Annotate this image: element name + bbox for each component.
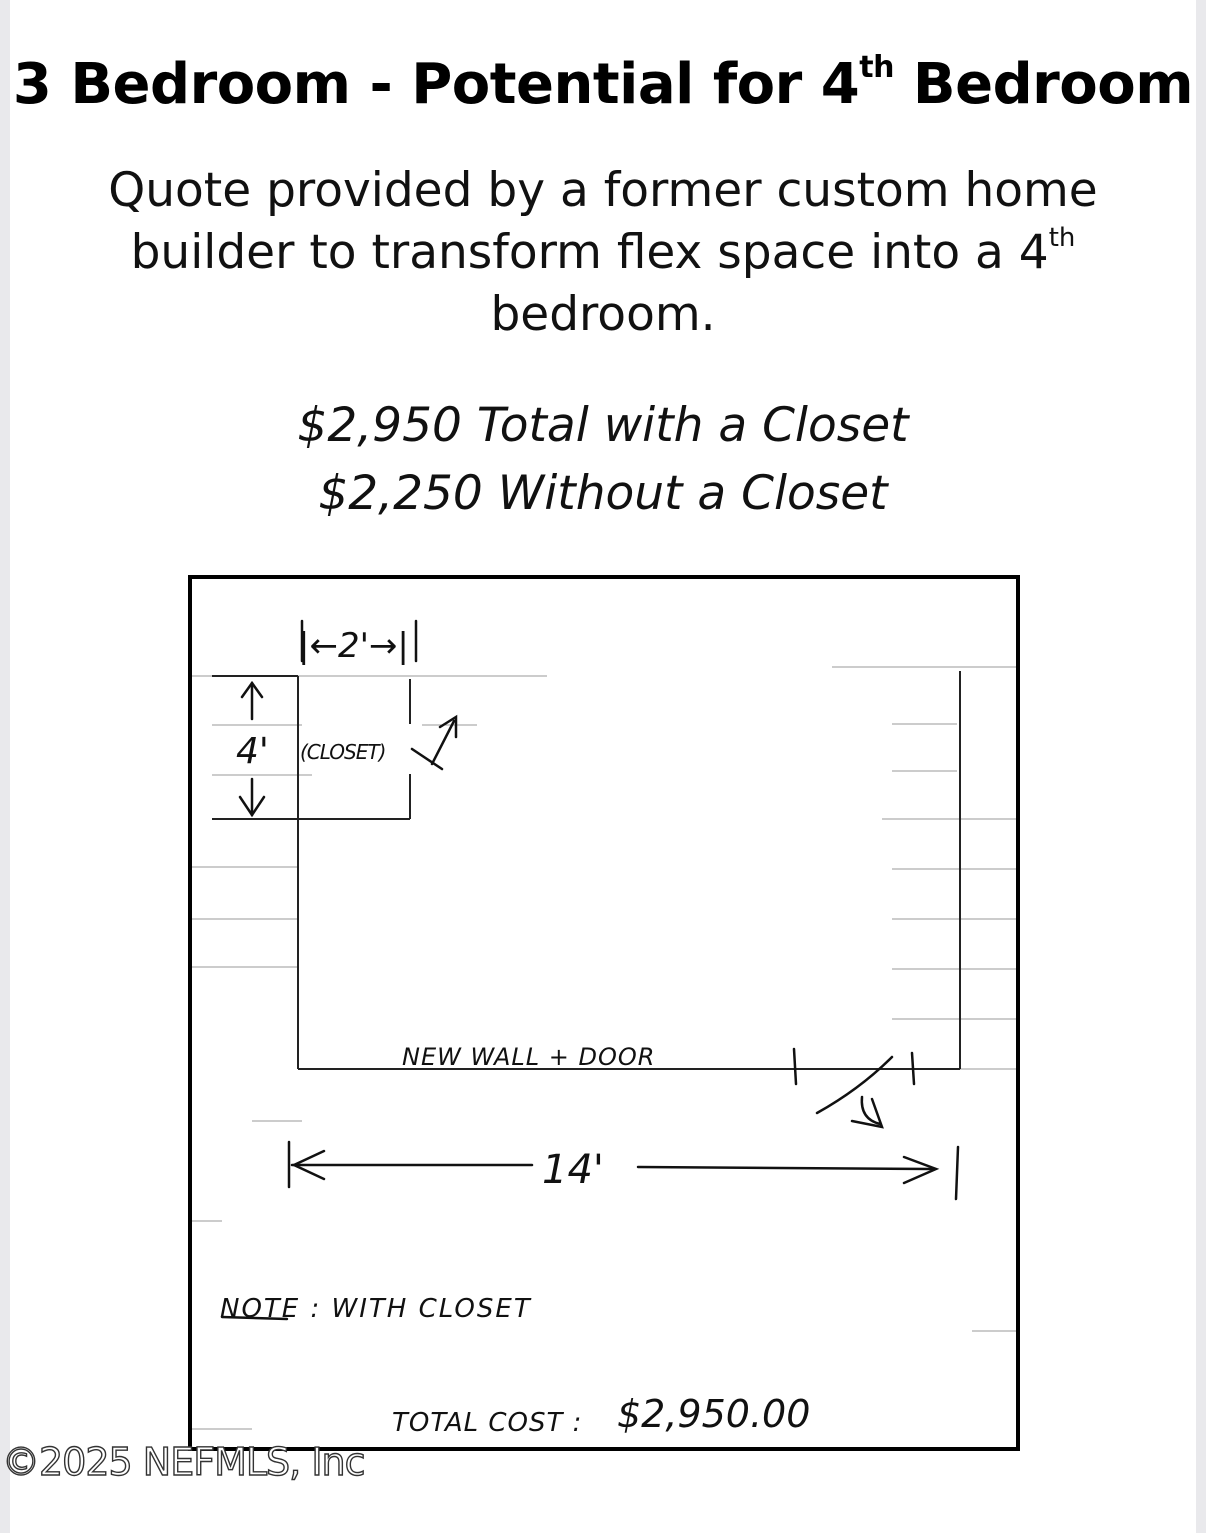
dimension-marks: [222, 621, 958, 1319]
quote-description: [90, 160, 1116, 346]
new-wall-door-label: NEW WALL + DOOR: [402, 1043, 656, 1071]
title-main: 3 Bedroom - Potential for 4: [12, 52, 860, 117]
title-end: Bedroom: [893, 52, 1194, 117]
description-text: Quote provided by a former custom home builder to transform flex space into a 4: [108, 163, 1098, 280]
total-cost-label: TOTAL COST :: [392, 1408, 583, 1438]
sketch-drawing: [192, 579, 1016, 1447]
floor-plan-sketch: [188, 575, 1020, 1451]
room-outline: [212, 671, 960, 1069]
closet-label: (CLOSET): [300, 740, 386, 764]
description-end: bedroom.: [490, 287, 716, 342]
price-with-closet: $2,950 Total with a Closet: [297, 398, 909, 453]
description-superscript: th: [1048, 223, 1076, 253]
copyright-watermark: ©2025 NEFMLS, Inc: [2, 1440, 365, 1484]
closet-depth-label: 4': [236, 731, 269, 772]
page-title: [0, 52, 1206, 117]
total-cost-value: $2,950.00: [617, 1392, 811, 1436]
closet-width-label: |←2'→|: [298, 626, 409, 666]
price-without-closet: $2,250 Without a Closet: [318, 466, 888, 521]
note-label: NOTE : WITH CLOSET: [220, 1294, 532, 1324]
title-superscript: th: [859, 50, 894, 85]
room-width-label: 14': [542, 1147, 604, 1193]
